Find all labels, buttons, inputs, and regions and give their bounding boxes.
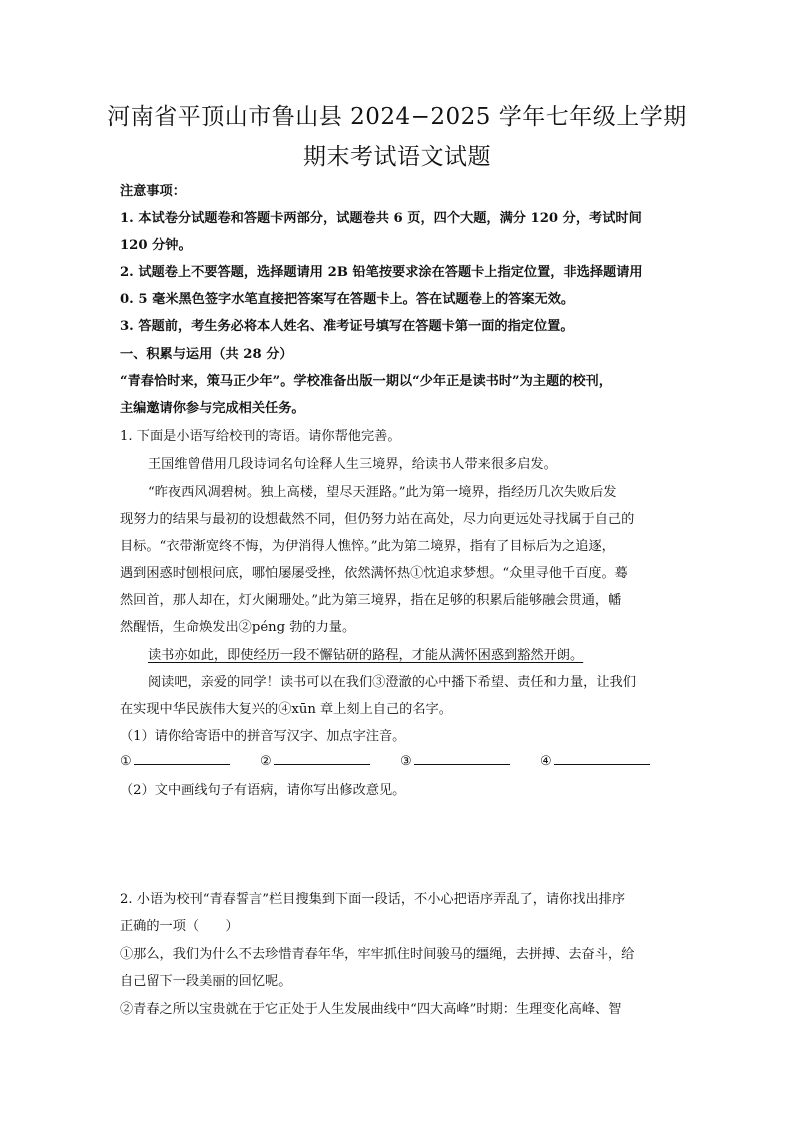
underlined-sentence: 读书亦如此，即使经历一段不懈钻研的路程，才能从满怀困惑到豁然开朗。 <box>148 648 584 663</box>
exam-title-line1: 河南省平顶山市鲁山县 2024−2025 学年七年级上学期 <box>107 104 687 130</box>
blank-line <box>134 752 230 765</box>
notice-line: 2. 试题卷上不要答题，选择题请用 2B 铅笔按要求涂在答题卡上指定位置，非选择题请用 <box>120 265 643 280</box>
notice-line: 120 分钟。 <box>120 238 192 253</box>
blank-line <box>554 752 650 765</box>
notice-heading: 注意事项： <box>120 184 186 199</box>
option-line: ②青春之所以宝贵就在于它正处于人生发展曲线中“四大高峰”时期：生理变化高峰、智 <box>120 1002 622 1017</box>
passage-line: 目标。“衣带渐宽终不悔，为伊消得人憔悴。”此为第二境界，指有了目标后为之追逐， <box>120 539 615 554</box>
blank-label: ④ <box>540 754 552 769</box>
answer-blank[interactable] <box>120 752 230 769</box>
section-intro: “青春恰时来，策马正少年”。学校准备出版一期以“少年正是读书时”为主题的校刊， <box>120 374 612 389</box>
answer-blanks-row <box>120 752 680 772</box>
blank-label: ① <box>120 754 132 769</box>
notice-line: 1. 本试卷分试题卷和答题卡两部分，试题卷共 6 页，四个大题，满分 120 分，考试时间 <box>120 211 642 226</box>
answer-blank[interactable] <box>260 752 370 769</box>
section-heading: 一、积累与运用（共 28 分） <box>120 347 293 362</box>
answer-blank[interactable] <box>540 752 650 769</box>
blank-line <box>414 752 510 765</box>
passage-line: 然醒悟，生命焕发出②péng 勃的力量。 <box>120 620 356 635</box>
passage-line: “昨夜西风凋碧树。独上高楼，望尽天涯路。”此为第一境界，指经历几次失败后发 <box>148 485 617 500</box>
blank-line <box>274 752 370 765</box>
question-1-stem: 1. 下面是小语写给校刊的寄语。请你帮他完善。 <box>120 429 401 444</box>
subquestion-1: （1）请你给寄语中的拼音写汉字、加点字注音。 <box>120 729 406 744</box>
passage-line: 在实现中华民族伟大复兴的④xūn 章上刻上自己的名字。 <box>120 702 452 717</box>
option-line: 自己留下一段美丽的回忆呢。 <box>120 974 292 989</box>
question-2-stem: 2. 小语为校刊“青春誓言”栏目搜集到下面一段话，不小心把语序弄乱了，请你找出排序 <box>120 892 626 907</box>
passage-line: 现努力的结果与最初的设想截然不同，但仍努力站在高处，尽力向更远处寻找属于自己的 <box>120 512 635 527</box>
blank-label: ② <box>260 754 272 769</box>
notice-line: 3. 答题前，考生务必将本人姓名、准考证号填写在答题卡第一面的指定位置。 <box>120 319 574 334</box>
passage-line: 然回首，那人却在，灯火阑珊处。”此为第三境界，指在足够的积累后能够融会贯通，幡 <box>120 593 622 608</box>
answer-blank[interactable] <box>400 752 510 769</box>
subquestion-2: （2）文中画线句子有语病，请你写出修改意见。 <box>120 783 406 798</box>
passage-line: 阅读吧，亲爱的同学！读书可以在我们③澄澈的心中播下希望、责任和力量，让我们 <box>148 675 636 690</box>
question-2-stem: 正确的一项（ ） <box>120 919 239 934</box>
option-line: ①那么，我们为什么不去珍惜青春年华，牢牢抓住时间骏马的缰绳，去拼搏、去奋斗，给 <box>120 947 635 962</box>
exam-title-line2: 期末考试语文试题 <box>303 144 491 170</box>
notice-line: 0. 5 毫米黑色签字水笔直接把答案写在答题卡上。答在试题卷上的答案无效。 <box>120 292 575 307</box>
section-intro: 主编邀请你参与完成相关任务。 <box>120 401 305 416</box>
underlined-sentence-row <box>148 644 680 663</box>
passage-line: 遇到困惑时刨根问底，哪怕屡屡受挫，依然满怀热①忱追求梦想。“众里寻他千百度。蓦 <box>120 566 628 581</box>
passage-line: 王国维曾借用几段诗词名句诠释人生三境界，给读书人带来很多启发。 <box>148 457 557 472</box>
blank-label: ③ <box>400 754 412 769</box>
